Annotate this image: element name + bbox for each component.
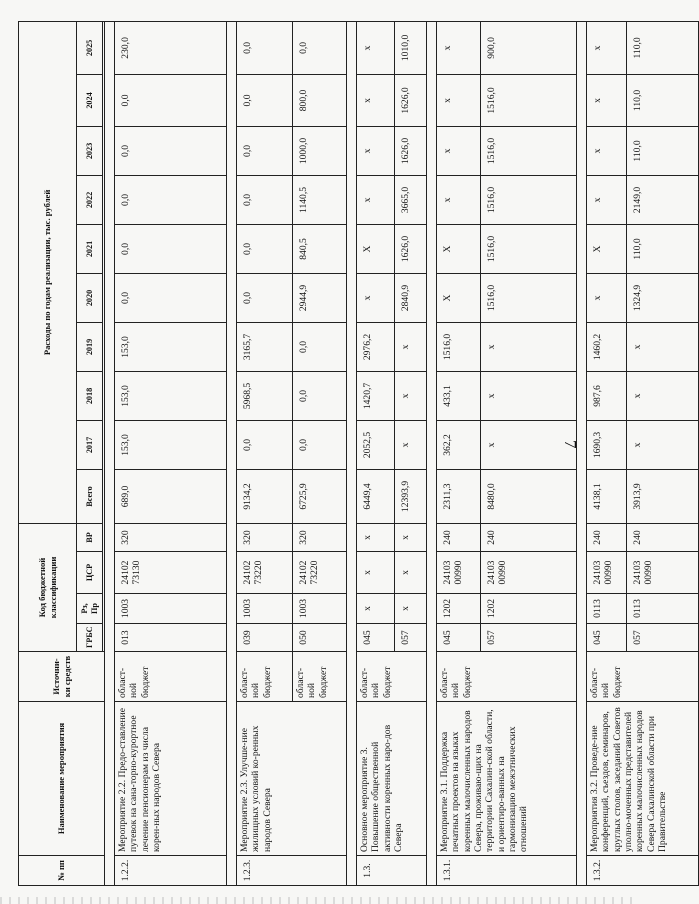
spacer-row: [577, 21, 587, 885]
row-vr: 240: [587, 523, 627, 551]
row-csr: 24102 73220: [293, 552, 347, 594]
row-year-value: 1420,7: [357, 371, 395, 420]
row-year-value: 362,2: [437, 420, 481, 469]
row-name: Основное мероприятие 3. Повышение общественной активности коренных наро-дов Севера: [357, 702, 427, 856]
header-year: 2018: [77, 371, 103, 420]
row-year-value: 0,0: [115, 175, 227, 224]
row-year-value: 1516,0: [481, 224, 577, 273]
row-year-value: x: [395, 322, 427, 371]
row-year-value: 1140,5: [293, 175, 347, 224]
header-rzpr: Рз, Пр: [77, 594, 103, 624]
row-total: 6725,9: [293, 469, 347, 523]
row-year-value: x: [627, 322, 699, 371]
table-row: [357, 21, 395, 885]
row-csr: 24102 73130: [115, 552, 227, 594]
row-rzpr: 0113: [587, 594, 627, 624]
header-csr: ЦСР: [77, 552, 103, 594]
row-source: област-ной бюджет: [115, 652, 227, 702]
row-year-value: x: [357, 74, 395, 126]
row-year-value: X: [437, 273, 481, 322]
row-year-value: 0,0: [293, 322, 347, 371]
row-vr: 240: [437, 523, 481, 551]
table-row: [587, 21, 627, 885]
row-year-value: x: [437, 175, 481, 224]
row-name: Мероприятия 3.2. Проведе-ние конференций, съездов, семинаров, круглых столов, заседаний Советов уполно-моченных представителей коренных малочисленных народов Севера Сахалинской области при Правительстве: [587, 702, 699, 856]
row-year-value: 1626,0: [395, 74, 427, 126]
row-year-value: 153,0: [115, 420, 227, 469]
row-total: 9134,2: [237, 469, 293, 523]
row-name: Мероприятие 3.1. Поддержка печатных проектов на языках коренных малочисленных народов Севера, проживаю-щих на территории Сахалин-ской области, и ориентиро-ванных на гармонизацию межэтнических отношений: [437, 702, 577, 856]
row-rzpr: 1003: [293, 594, 347, 624]
row-year-value: 1000,0: [293, 126, 347, 175]
row-number: 1.2.2.: [115, 856, 227, 886]
header-year: 2022: [77, 175, 103, 224]
row-total: 3913,9: [627, 469, 699, 523]
scan-edge-marks: [0, 897, 635, 904]
row-year-value: 0,0: [237, 21, 293, 74]
row-year-value: 1626,0: [395, 126, 427, 175]
header-year: 2017: [77, 420, 103, 469]
row-year-value: 3665,0: [395, 175, 427, 224]
row-grbs: 013: [115, 624, 227, 652]
row-year-value: 0,0: [237, 224, 293, 273]
row-year-value: X: [587, 224, 627, 273]
row-year-value: 230,0: [115, 21, 227, 74]
row-vr: x: [395, 523, 427, 551]
row-year-value: x: [587, 126, 627, 175]
row-year-value: X: [437, 224, 481, 273]
row-year-value: 1516,0: [481, 175, 577, 224]
row-year-value: 0,0: [293, 21, 347, 74]
row-year-value: 3165,7: [237, 322, 293, 371]
header-no: № пп: [19, 856, 105, 886]
row-year-value: 1690,3: [587, 420, 627, 469]
row-source: област-ной бюджет: [587, 652, 699, 702]
rotated-table-wrapper: [18, 22, 668, 886]
row-rzpr: 1202: [437, 594, 481, 624]
row-year-value: x: [587, 21, 627, 74]
row-grbs: 045: [357, 624, 395, 652]
row-year-value: 0,0: [115, 273, 227, 322]
row-year-value: 800,0: [293, 74, 347, 126]
header-year: 2024: [77, 74, 103, 126]
row-vr: 240: [627, 523, 699, 551]
header-year: 2023: [77, 126, 103, 175]
row-year-value: 153,0: [115, 371, 227, 420]
row-csr: x: [357, 552, 395, 594]
row-year-value: x: [587, 175, 627, 224]
page-number: 7: [561, 440, 580, 449]
row-rzpr: x: [357, 594, 395, 624]
row-csr: 24102 73220: [237, 552, 293, 594]
row-rzpr: x: [395, 594, 427, 624]
row-year-value: 0,0: [115, 74, 227, 126]
row-number: 1.3.2.: [587, 856, 699, 886]
row-grbs: 050: [293, 624, 347, 652]
row-year-value: 0,0: [293, 420, 347, 469]
row-year-value: 900,0: [481, 21, 577, 74]
row-grbs: 057: [395, 624, 427, 652]
row-rzpr: 1202: [481, 594, 577, 624]
row-year-value: x: [481, 322, 577, 371]
row-year-value: 1516,0: [481, 126, 577, 175]
row-year-value: 0,0: [115, 224, 227, 273]
row-year-value: x: [357, 21, 395, 74]
row-year-value: 1516,0: [481, 273, 577, 322]
row-year-value: 2944,9: [293, 273, 347, 322]
row-year-value: 1324,9: [627, 273, 699, 322]
row-year-value: x: [437, 126, 481, 175]
row-year-value: 5968,5: [237, 371, 293, 420]
row-csr: 24103 00990: [627, 552, 699, 594]
row-csr: x: [395, 552, 427, 594]
row-year-value: x: [357, 126, 395, 175]
table-row: [115, 21, 227, 885]
row-year-value: 1516,0: [437, 322, 481, 371]
row-year-value: 0,0: [293, 371, 347, 420]
header-year: 2019: [77, 322, 103, 371]
row-year-value: x: [587, 74, 627, 126]
row-year-value: 2976,2: [357, 322, 395, 371]
spacer-row: [227, 21, 237, 885]
row-grbs: 057: [481, 624, 577, 652]
row-grbs: 057: [627, 624, 699, 652]
row-name: Мероприятие 2.2. Предо-ставление путевок на сана-торно-курортное лечение пенсионерам из числа корен-ных народов Севера: [115, 702, 227, 856]
row-year-value: x: [437, 21, 481, 74]
row-year-value: 1516,0: [481, 74, 577, 126]
row-year-value: 0,0: [237, 74, 293, 126]
row-year-value: x: [627, 371, 699, 420]
spacer-row: [427, 21, 437, 885]
row-number: 1.3.: [357, 856, 427, 886]
row-year-value: x: [395, 420, 427, 469]
row-vr: 320: [293, 523, 347, 551]
row-year-value: 0,0: [237, 420, 293, 469]
row-total: 4138,1: [587, 469, 627, 523]
row-name: Мероприятие 2.3. Улучше-ние жилищных условий ко-ренных народов Севера: [237, 702, 347, 856]
row-year-value: 433,1: [437, 371, 481, 420]
row-year-value: 2052,5: [357, 420, 395, 469]
row-rzpr: 1003: [115, 594, 227, 624]
row-year-value: 840,5: [293, 224, 347, 273]
row-number: 1.3.1.: [437, 856, 577, 886]
row-vr: 320: [237, 523, 293, 551]
row-year-value: 0,0: [115, 126, 227, 175]
row-total: 12393,9: [395, 469, 427, 523]
header-code-group: Код бюджетной классификации: [19, 523, 77, 651]
header-name: Наименование мероприятия: [19, 702, 105, 856]
row-total: 2311,3: [437, 469, 481, 523]
table-row: [237, 21, 293, 885]
row-source: област-ной бюджет: [293, 652, 347, 702]
spacer-row: [347, 21, 357, 885]
row-source: област-ной бюджет: [357, 652, 427, 702]
row-csr: 24103 00990: [587, 552, 627, 594]
row-total: 689,0: [115, 469, 227, 523]
row-year-value: 110,0: [627, 74, 699, 126]
row-vr: 240: [481, 523, 577, 551]
row-year-value: 110,0: [627, 126, 699, 175]
row-year-value: x: [357, 273, 395, 322]
header-expenses-group: Расходы по годам реализации, тыс. рублей: [19, 21, 77, 523]
row-vr: x: [357, 523, 395, 551]
row-year-value: x: [627, 420, 699, 469]
header-year: 2021: [77, 224, 103, 273]
row-grbs: 039: [237, 624, 293, 652]
row-year-value: 0,0: [237, 126, 293, 175]
row-rzpr: 0113: [627, 594, 699, 624]
row-csr: 24103 00990: [437, 552, 481, 594]
row-year-value: 1460,2: [587, 322, 627, 371]
spacer-row: [105, 21, 115, 885]
row-grbs: 045: [587, 624, 627, 652]
row-year-value: 2149,0: [627, 175, 699, 224]
row-year-value: 0,0: [237, 175, 293, 224]
expenses-table: [18, 21, 699, 886]
row-total: 8480,0: [481, 469, 577, 523]
row-year-value: x: [437, 74, 481, 126]
row-year-value: x: [481, 420, 577, 469]
row-year-value: 153,0: [115, 322, 227, 371]
row-year-value: 987,6: [587, 371, 627, 420]
row-year-value: 0,0: [237, 273, 293, 322]
row-year-value: x: [395, 371, 427, 420]
row-csr: 24103 00990: [481, 552, 577, 594]
row-rzpr: 1003: [237, 594, 293, 624]
row-year-value: X: [357, 224, 395, 273]
row-total: 6449,4: [357, 469, 395, 523]
row-vr: 320: [115, 523, 227, 551]
table-row: [437, 21, 481, 885]
row-year-value: 110,0: [627, 21, 699, 74]
header-year: 2020: [77, 273, 103, 322]
row-source: област-ной бюджет: [237, 652, 293, 702]
row-year-value: x: [481, 371, 577, 420]
row-source: област-ной бюджет: [437, 652, 577, 702]
header-year: 2025: [77, 21, 103, 74]
header-vr: ВР: [77, 523, 103, 551]
header-source: Источни-ки средств: [19, 652, 105, 702]
header-grbs: ГРБС: [77, 624, 103, 652]
table-body: [105, 21, 699, 885]
row-year-value: 1626,0: [395, 224, 427, 273]
row-year-value: x: [357, 175, 395, 224]
row-year-value: 1010,0: [395, 21, 427, 74]
row-year-value: 2840,9: [395, 273, 427, 322]
row-year-value: 110,0: [627, 224, 699, 273]
row-year-value: x: [587, 273, 627, 322]
row-number: 1.2.3.: [237, 856, 347, 886]
header-total: Всего: [77, 469, 103, 523]
row-grbs: 045: [437, 624, 481, 652]
